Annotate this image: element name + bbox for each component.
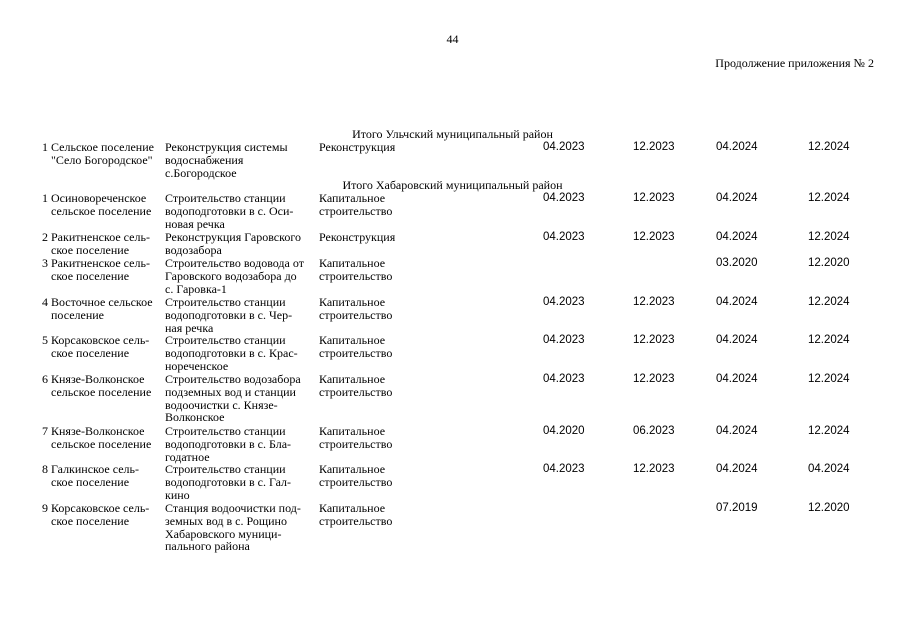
object-line: Строительство водозабора xyxy=(165,372,301,386)
object-line: Волконское xyxy=(165,410,225,425)
object-line: Строительство станции xyxy=(165,191,286,205)
date-d1: 04.2023 xyxy=(543,373,585,385)
object-description xyxy=(165,425,316,463)
date-d2: 12.2023 xyxy=(633,463,675,475)
work-type xyxy=(319,334,392,360)
date-d3: 04.2024 xyxy=(716,296,758,308)
date-d2: 12.2023 xyxy=(633,334,675,346)
object-line: кино xyxy=(165,487,190,502)
work-type-line: строительство xyxy=(319,384,393,399)
date-d4: 12.2024 xyxy=(808,334,850,346)
settlement-name xyxy=(51,463,161,489)
work-type xyxy=(319,231,395,244)
date-d1: 04.2023 xyxy=(543,463,585,475)
date-d4: 12.2024 xyxy=(808,425,850,437)
date-d4: 12.2024 xyxy=(808,296,850,308)
work-type-line: Капитальное xyxy=(319,256,386,270)
work-type-line: строительство xyxy=(319,474,393,489)
work-type-line: строительство xyxy=(319,203,393,218)
object-line: водозабора xyxy=(165,242,222,257)
object-line: Строительство водовода от xyxy=(165,256,304,270)
date-d1: 04.2023 xyxy=(543,192,585,204)
object-description xyxy=(165,373,316,424)
work-type-line: строительство xyxy=(319,307,393,322)
settlement-name xyxy=(51,192,161,218)
object-line: водоподготовки в с. Чер- xyxy=(165,307,293,322)
settlement-line: ское поселение xyxy=(51,345,130,360)
row-number: 9 xyxy=(42,501,48,515)
object-line: водоподготовки в с. Оси- xyxy=(165,203,294,218)
settlement-name xyxy=(51,257,161,283)
object-line: земных вод в с. Рощино xyxy=(165,513,287,528)
row-number: 6 xyxy=(42,372,48,386)
work-type xyxy=(319,373,392,399)
object-description xyxy=(165,296,316,334)
work-type-line: строительство xyxy=(319,268,393,283)
annex-title: Продолжение приложения № 2 xyxy=(715,56,874,70)
object-line: Строительство станции xyxy=(165,333,286,347)
work-type-line: Капитальное xyxy=(319,333,386,347)
object-description xyxy=(165,257,316,295)
date-d1: 04.2023 xyxy=(543,231,585,243)
settlement-line: ское поселение xyxy=(51,268,130,283)
object-line: водоподготовки в с. Гал- xyxy=(165,474,292,489)
object-line: Станция водоочистки под- xyxy=(165,501,301,515)
settlement-name xyxy=(51,425,161,451)
settlement-name xyxy=(51,502,161,528)
work-type-line: строительство xyxy=(319,436,393,451)
settlement-line: Осиновореченское xyxy=(51,191,147,205)
object-line: водоснабжения xyxy=(165,152,244,167)
date-d2: 12.2023 xyxy=(633,192,675,204)
date-d4: 12.2024 xyxy=(808,141,850,153)
date-d1: 04.2023 xyxy=(543,334,585,346)
object-description xyxy=(165,463,316,501)
settlement-name xyxy=(51,334,161,360)
work-type xyxy=(319,425,392,451)
row-number: 4 xyxy=(42,295,48,309)
date-d2: 12.2023 xyxy=(633,373,675,385)
settlement-line: ское поселение xyxy=(51,513,130,528)
work-type xyxy=(319,296,392,322)
object-line: Гаровского водозабора до xyxy=(165,268,297,283)
date-d4: 12.2020 xyxy=(808,502,850,514)
date-d4: 12.2020 xyxy=(808,257,850,269)
object-line: нореченское xyxy=(165,358,229,373)
settlement-line: Корсаковское сель- xyxy=(51,501,150,515)
row-number: 3 xyxy=(42,256,48,270)
settlement-line: сельское поселение xyxy=(51,203,152,218)
date-d3: 07.2019 xyxy=(716,502,758,514)
date-d1: 04.2020 xyxy=(543,425,585,437)
settlement-line: сельское поселение xyxy=(51,436,152,451)
object-line: Реконструкция системы xyxy=(165,140,288,154)
row-number: 2 xyxy=(42,230,48,244)
object-line: Строительство станции xyxy=(165,295,286,309)
row-number: 7 xyxy=(42,424,48,438)
page-number: 44 xyxy=(446,32,459,46)
settlement-name xyxy=(51,373,161,399)
date-d3: 04.2024 xyxy=(716,192,758,204)
settlement-line: Ракитненское сель- xyxy=(51,256,150,270)
settlement-line: Галкинское сель- xyxy=(51,462,140,476)
settlement-line: Восточное сельское xyxy=(51,295,153,309)
date-d1: 04.2023 xyxy=(543,141,585,153)
object-line: ная речка xyxy=(165,320,214,335)
work-type-line: Капитальное xyxy=(319,424,386,438)
settlement-line: Корсаковское сель- xyxy=(51,333,150,347)
date-d4: 04.2024 xyxy=(808,463,850,475)
date-d2: 06.2023 xyxy=(633,425,675,437)
object-description xyxy=(165,334,316,372)
date-d3: 04.2024 xyxy=(716,425,758,437)
work-type-line: Капитальное xyxy=(319,462,386,476)
settlement-line: Князе-Волконское xyxy=(51,424,145,438)
date-d2: 12.2023 xyxy=(633,296,675,308)
work-type-line: строительство xyxy=(319,513,393,528)
date-d4: 12.2024 xyxy=(808,373,850,385)
work-type xyxy=(319,192,392,218)
settlement-line: "Село Богородское" xyxy=(51,152,153,167)
work-type xyxy=(319,463,392,489)
object-line: водоподготовки в с. Крас- xyxy=(165,345,298,360)
object-description xyxy=(165,141,316,179)
settlement-line: ское поселение xyxy=(51,242,130,257)
row-number: 5 xyxy=(42,333,48,347)
row-number: 8 xyxy=(42,462,48,476)
object-description xyxy=(165,502,316,553)
work-type-line: Реконструкция xyxy=(319,230,396,244)
object-line: Хабаровского муници- xyxy=(165,526,282,541)
object-line: Строительство станции xyxy=(165,424,286,438)
settlement-line: ское поселение xyxy=(51,474,130,489)
settlement-line: поселение xyxy=(51,307,105,322)
settlement-name xyxy=(51,231,161,257)
date-d1: 04.2023 xyxy=(543,296,585,308)
date-d4: 12.2024 xyxy=(808,231,850,243)
work-type-line: Капитальное xyxy=(319,372,386,386)
work-type-line: Капитальное xyxy=(319,295,386,309)
date-d2: 12.2023 xyxy=(633,231,675,243)
object-line: Строительство станции xyxy=(165,462,286,476)
object-description xyxy=(165,192,316,230)
date-d3: 04.2024 xyxy=(716,334,758,346)
object-line: пального района xyxy=(165,539,250,554)
object-line: подземных вод и станции xyxy=(165,384,296,399)
date-d4: 12.2024 xyxy=(808,192,850,204)
date-d2: 12.2023 xyxy=(633,141,675,153)
object-line: с.Богородское xyxy=(165,165,237,180)
object-line: новая речка xyxy=(165,216,225,231)
work-type-line: Капитальное xyxy=(319,191,386,205)
work-type xyxy=(319,502,392,528)
object-line: водоподготовки в с. Бла- xyxy=(165,436,292,451)
row-number: 1 xyxy=(42,140,48,154)
settlement-line: сельское поселение xyxy=(51,384,152,399)
date-d3: 03.2020 xyxy=(716,257,758,269)
section-title: Итого Хабаровский муниципальный район xyxy=(342,178,563,192)
object-description xyxy=(165,231,316,257)
row-number: 1 xyxy=(42,191,48,205)
date-d3: 04.2024 xyxy=(716,141,758,153)
date-d3: 04.2024 xyxy=(716,373,758,385)
object-line: с. Гаровка-1 xyxy=(165,281,227,296)
settlement-name xyxy=(51,141,161,167)
date-d3: 04.2024 xyxy=(716,463,758,475)
work-type xyxy=(319,141,395,154)
object-line: Реконструкция Гаровского xyxy=(165,230,301,244)
settlement-name xyxy=(51,296,161,322)
work-type-line: Реконструкция xyxy=(319,140,396,154)
date-d3: 04.2024 xyxy=(716,231,758,243)
work-type-line: Капитальное xyxy=(319,501,386,515)
settlement-line: Сельское поселение xyxy=(51,140,154,154)
object-line: водоочистки с. Князе- xyxy=(165,397,278,412)
object-line: годатное xyxy=(165,449,210,464)
work-type xyxy=(319,257,392,283)
settlement-line: Князе-Волконское xyxy=(51,372,145,386)
settlement-line: Ракитненское сель- xyxy=(51,230,150,244)
section-title: Итого Ульчский муниципальный район xyxy=(352,127,553,141)
work-type-line: строительство xyxy=(319,345,393,360)
